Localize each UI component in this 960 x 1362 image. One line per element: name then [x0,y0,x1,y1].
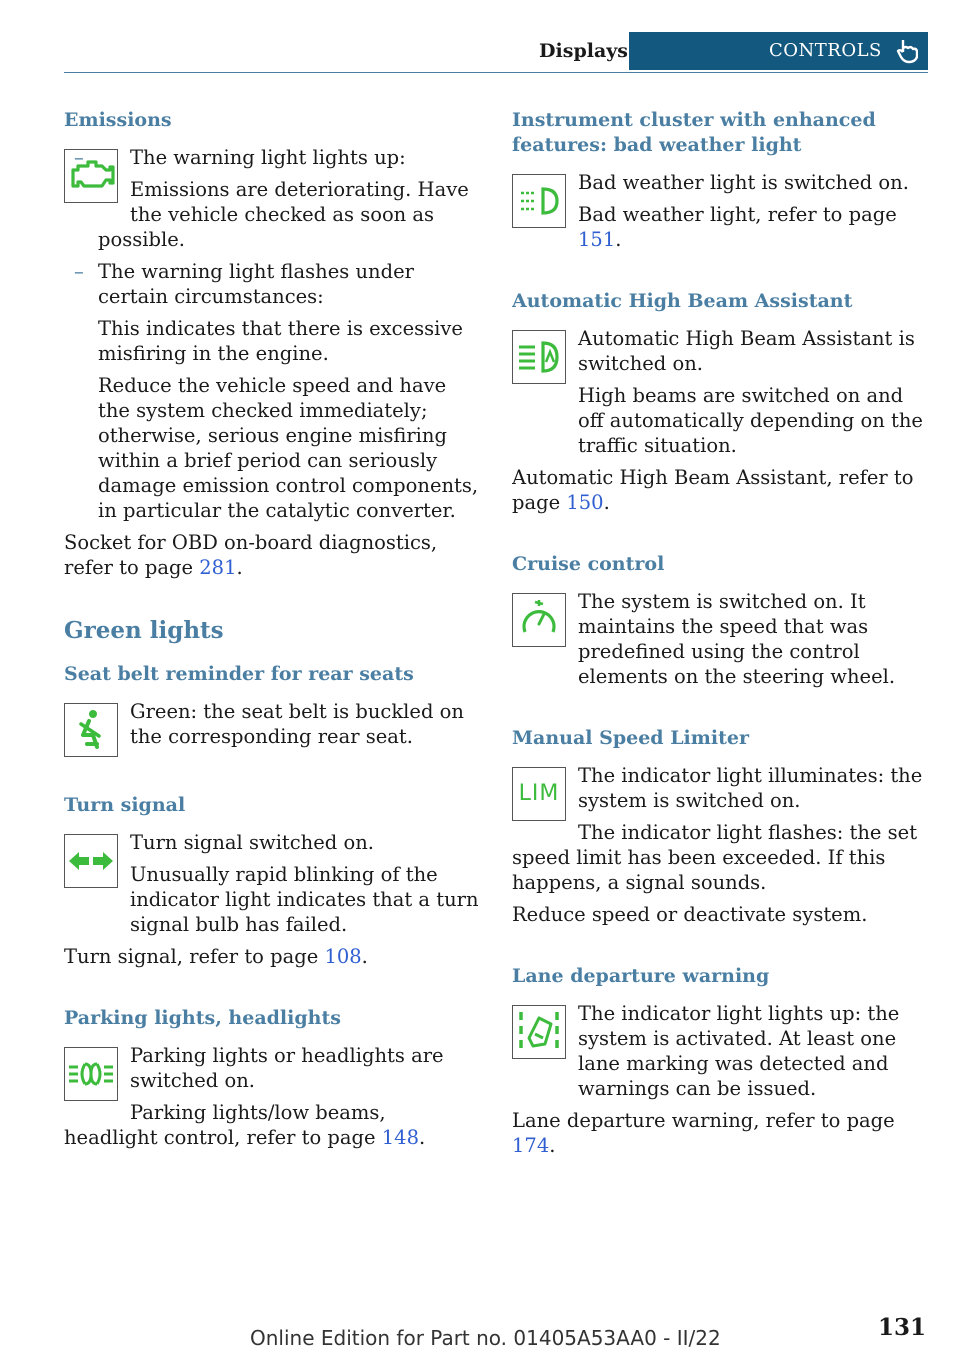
cruise-control-icon [512,593,566,647]
parking-lights-section [64,1006,484,1157]
emissions-title: Emissions [64,109,172,131]
page-number: 131 [877,1314,926,1341]
cruise-control-title: Cruise control [512,553,665,575]
pointing-hand-icon [896,38,918,64]
parking-lights-icon [64,1047,118,1101]
high-beam-title: Automatic High Beam Assistant [512,290,853,312]
seatbelt-section [64,662,484,763]
high-beam-section [512,289,932,522]
bad-weather-section [512,108,932,259]
bad-weather-title: Instrument cluster with enhanced features: bad weather light [512,109,876,156]
obd-reference: Socket for OBD on-board diagnostics, refer to page 281. [64,531,438,579]
lane-departure-title: Lane departure warning [512,965,770,987]
emissions-bullet-2-detail-2: Reduce the vehicle speed and have the system checked immediately; otherwise, serious engine misfiring within a brief period can seriously damage emission control components, in particular the catalytic converter. [98,374,479,522]
page-link-150[interactable]: 150 [566,491,604,514]
cruise-control-section [512,552,932,696]
seatbelt-title: Seat belt reminder for rear seats [64,663,414,685]
turn-signal-section [64,793,484,976]
chapter-title: CONTROLS [769,40,882,61]
seatbelt-text: Green: the seat belt is buckled on the corresponding rear seat. [130,700,464,748]
turn-signal-text-2: Unusually rapid blinking of the indicator light indicates that a turn signal bulb has failed. [130,863,479,936]
page-link-174[interactable]: 174 [512,1134,550,1157]
page-link-108[interactable]: 108 [324,945,362,968]
page-link-148[interactable]: 148 [381,1126,419,1149]
lane-departure-icon [512,1005,566,1059]
parking-lights-reference: Parking lights/low beams, headlight control, refer to page 148. [64,1101,426,1149]
speed-limiter-text-1: The indicator light illuminates: the system is switched on. [578,764,923,812]
chapter-tab [629,32,928,70]
cruise-control-text: The system is switched on. It maintains the speed that was predefined using the control elements on the steering wheel. [578,590,896,688]
parking-lights-text-1: Parking lights or headlights are switched on. [130,1044,444,1092]
speed-limiter-title: Manual Speed Limiter [512,727,749,749]
page-header [64,32,928,73]
lane-departure-text: The indicator light lights up: the system is activated. At least one lane marking was detected and warnings can be issued. [578,1002,900,1100]
seatbelt-icon [64,703,118,757]
turn-signal-text-1: Turn signal switched on. [130,831,374,854]
parking-lights-title: Parking lights, headlights [64,1007,341,1029]
speed-limiter-text-2: The indicator light flashes: the set speed limit has been exceeded. If this happens, a signal sounds. [512,821,918,894]
speed-limiter-section [512,726,932,934]
turn-signal-reference: Turn signal, refer to page 108. [64,945,368,968]
high-beam-assistant-icon [512,330,566,384]
emissions-section [64,108,484,587]
right-column [512,108,932,1195]
turn-signal-title: Turn signal [64,794,186,816]
high-beam-reference: Automatic High Beam Assistant, refer to page 150. [512,466,914,514]
speed-limiter-text-3: Reduce speed or deactivate system. [512,903,868,926]
green-lights-heading: Green lights [64,617,224,644]
speed-limiter-icon [512,767,566,821]
bad-weather-light-icon [512,174,566,228]
lane-departure-section [512,964,932,1165]
emissions-bullet-2-detail-1: This indicates that there is excessive misfiring in the engine. [98,317,463,365]
emissions-bullet-2: – The warning light flashes under certain circumstances: [64,259,484,309]
emissions-bullet-1-detail: Emissions are deteriorating. Have the vehicle checked as soon as possible. [98,178,469,251]
left-column [64,108,484,1187]
bad-weather-text: Bad weather light is switched on. [578,171,909,194]
turn-signal-arrows-icon [64,834,118,888]
lim-icon-label: LIM [518,781,560,806]
section-title: Displays [539,40,628,62]
lane-departure-reference: Lane departure warning, refer to page 174. [512,1109,895,1157]
bad-weather-reference: Bad weather light, refer to page 151. [578,203,897,251]
edition-note: Online Edition for Part no. 01405A53AA0 - II/22 [250,1326,721,1350]
page-link-281[interactable]: 281 [199,556,237,579]
emissions-bullet-1: – The warning light lights up: [64,145,484,170]
high-beam-text-1: Automatic High Beam Assistant is switched on. [578,327,915,375]
high-beam-text-2: High beams are switched on and off automatically depending on the traffic situation. [578,384,923,457]
page-link-151[interactable]: 151 [578,228,616,251]
